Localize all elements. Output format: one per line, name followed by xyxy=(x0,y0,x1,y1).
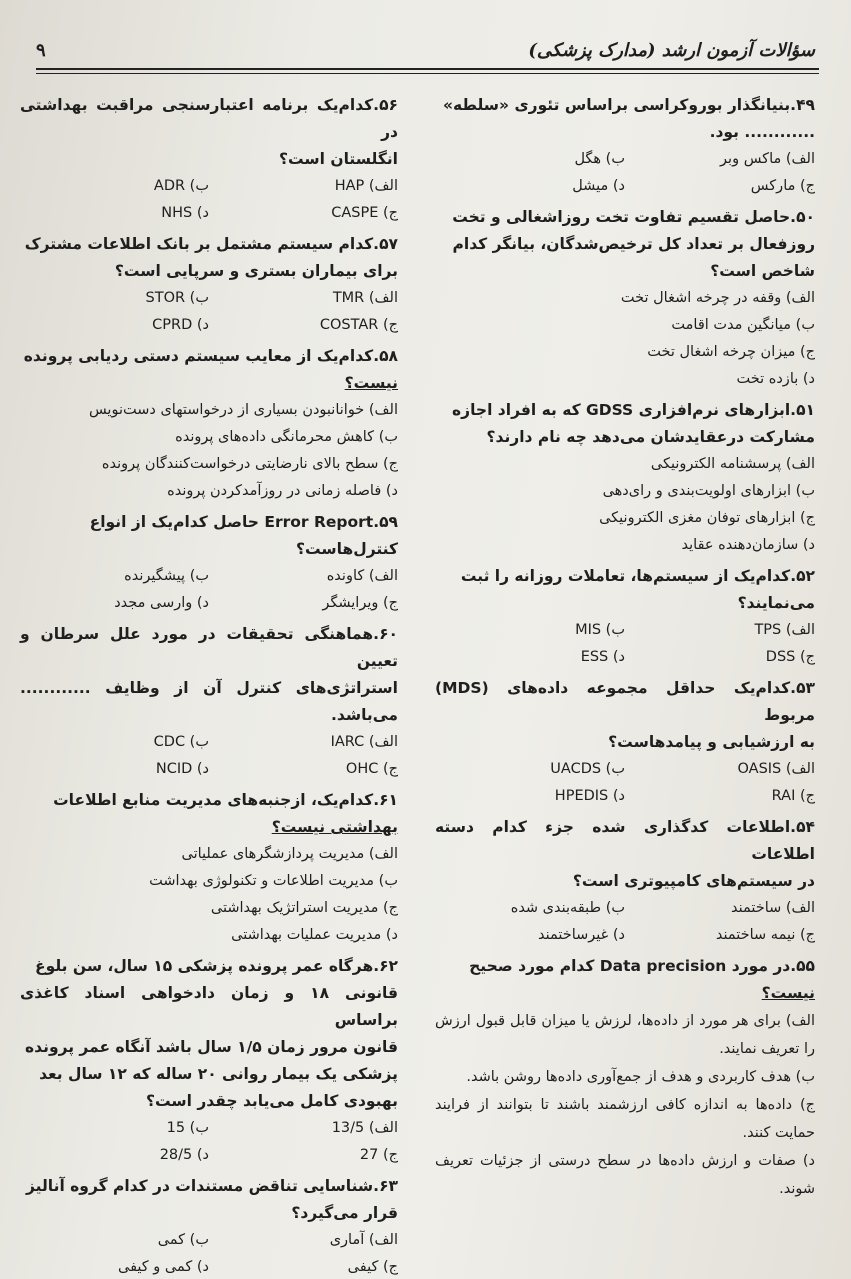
question-text-line: بهبودی کامل می‌یابد چقدر است؟ xyxy=(146,1092,398,1110)
answer-option: ج) کیفی xyxy=(347,1259,398,1275)
question-text-line: کنترل‌هاست؟ xyxy=(296,540,398,558)
option-row xyxy=(20,1115,398,1142)
question-text-line: ۵۸.کدام‌یک از معایب سیستم دستی ردیابی پرونده xyxy=(23,347,398,365)
question-text-line: ۵۶.کدام‌یک برنامه اعتبارسنجی مراقبت بهداشتی در xyxy=(20,96,398,141)
answer-option: الف) ساختمند xyxy=(731,900,815,916)
answer-option: الف) ماکس وبر xyxy=(720,151,815,167)
answer-option: الف) TMR xyxy=(332,290,398,306)
answer-option: الف) TPS xyxy=(754,622,815,638)
option-row xyxy=(435,756,815,783)
right-column xyxy=(435,92,815,1207)
answer-option: ب) UACDS xyxy=(550,761,625,777)
page-header xyxy=(36,30,815,70)
question-q63 xyxy=(20,1173,398,1279)
question-text-line: قانونی ۱۸ و زمان دادخواهی اسناد کاغذی براساس xyxy=(20,984,399,1029)
answer-option: ج) CASPE xyxy=(331,205,398,221)
question-q56 xyxy=(20,92,398,227)
answer-option: د) HPEDIS xyxy=(554,788,625,804)
question-text-underlined: نیست؟ xyxy=(271,818,326,836)
answer-option: ج) مارکس xyxy=(750,178,815,194)
header-title: سؤالات آزمون ارشد (مدارک پزشکی) xyxy=(528,39,815,61)
option-row xyxy=(20,590,398,617)
question-text-line: مشارکت درعقایدشان می‌دهد چه نام دارند؟ xyxy=(486,428,815,446)
question-text-line: ۶۱.کدام‌یک، ازجنبه‌های مدیریت منابع اطلاعات xyxy=(53,791,398,809)
question-q54 xyxy=(435,814,815,949)
header-rule-thin xyxy=(36,73,819,74)
question-text-line: ۵۴.اطلاعات کدگذاری شده جزء کدام دسته اطلاعات xyxy=(435,818,815,863)
option-row xyxy=(20,1254,398,1279)
answer-option: ج) میزان چرخه اشغال تخت xyxy=(647,344,815,360)
answer-option: ب) CDC xyxy=(153,734,209,750)
question-text-line: ۵۹.Error Report حاصل کدام‌یک از انواع xyxy=(89,513,398,531)
answer-option: الف) آماری xyxy=(329,1232,398,1248)
question-text-line: ۵۵.در مورد Data precision کدام مورد صحیح xyxy=(469,957,815,975)
question-q53 xyxy=(435,675,815,810)
question-q52 xyxy=(435,563,815,671)
question-q58 xyxy=(20,343,398,505)
question-text-underlined: نیست؟ xyxy=(344,374,398,392)
answer-option: ب) ابزارهای اولویت‌بندی و رای‌دهی xyxy=(602,483,815,499)
answer-option: الف) IARC xyxy=(330,734,398,750)
answer-option: ج) سطح بالای نارضایتی درخواست‌کنندگان پرونده xyxy=(101,456,398,472)
question-q51 xyxy=(435,397,815,559)
answer-option: ب) میانگین مدت اقامت xyxy=(671,317,815,333)
answer-option: د) غیرساختمند xyxy=(538,927,625,943)
answer-option: ب) طبقه‌بندی شده xyxy=(510,900,625,916)
question-text-line xyxy=(435,980,815,1007)
answer-option: الف) خوانانبودن بسیاری از درخواستهای دست‌نویس xyxy=(88,402,398,418)
question-text-line: برای بیماران بستری و سرپایی است؟ xyxy=(114,262,398,280)
answer-option: ب) کاهش محرمانگی داده‌های پرونده xyxy=(175,429,398,445)
option-row xyxy=(435,146,815,173)
question-q62 xyxy=(20,953,398,1169)
question-text-line: ............ بود. xyxy=(709,123,815,141)
header-rule-thick xyxy=(36,68,819,70)
question-text-line: استراتژی‌های کنترل آن از وظایف ............ می‌باشد. xyxy=(20,679,398,724)
question-text-line: انگلستان است؟ xyxy=(279,150,398,168)
answer-option: د) فاصله زمانی در روزآمدکردن پرونده xyxy=(167,483,398,499)
answer-option: د) وارسی مجدد xyxy=(114,595,209,611)
answer-option: الف) پرسشنامه الکترونیکی xyxy=(650,456,815,472)
option-row xyxy=(20,563,398,590)
answer-option: الف) OASIS xyxy=(737,761,815,777)
answer-option: الف) کاونده xyxy=(326,568,398,584)
answer-option: د) 28/5 xyxy=(159,1147,209,1163)
answer-option: الف) برای هر مورد از داده‌ها، لرزش یا میزان قابل قبول ارزش را تعریف نمایند. xyxy=(435,1013,815,1057)
answer-option: د) NHS xyxy=(161,205,209,221)
answer-option: د) سازمان‌دهنده عقاید xyxy=(681,537,815,553)
option-row xyxy=(435,617,815,644)
answer-option: ج) ویرایشگر xyxy=(322,595,398,611)
answer-option: ج) DSS xyxy=(765,649,815,665)
question-q59 xyxy=(20,509,398,617)
question-text-line: روزفعال بر تعداد کل ترخیص‌شدگان، بیانگر کدام xyxy=(452,235,815,253)
answer-option: ب) STOR xyxy=(145,290,209,306)
answer-option: الف) مدیریت پردازشگرهای عملیاتی xyxy=(181,846,398,862)
page-number: ۹ xyxy=(36,39,46,61)
answer-option: ج) OHC xyxy=(345,761,398,777)
answer-option: ب) هدف کاربردی و هدف از جمع‌آوری داده‌ها روشن باشد. xyxy=(466,1069,815,1085)
option-row xyxy=(435,644,815,671)
option-row xyxy=(20,200,398,227)
answer-option: ج) مدیریت استراتژیک بهداشتی xyxy=(210,900,398,916)
question-text-underlined: نیست؟ xyxy=(761,984,815,1002)
question-text-line: می‌نمایند؟ xyxy=(737,594,815,612)
question-text-line xyxy=(20,814,398,841)
option-row xyxy=(20,756,398,783)
question-text-line: ۵۰.حاصل تقسیم تفاوت تخت روزاشغالی و تخت xyxy=(452,208,815,226)
question-text-line: شاخص است؟ xyxy=(710,262,815,280)
question-q55 xyxy=(435,953,815,1203)
answer-option: د) کمی و کیفی xyxy=(117,1259,209,1275)
question-q60 xyxy=(20,621,398,783)
answer-option: د) مدیریت عملیات بهداشتی xyxy=(231,927,398,943)
option-row xyxy=(435,922,815,949)
question-text-line: در سیستم‌های کامپیوتری است؟ xyxy=(572,872,815,890)
left-column xyxy=(20,92,398,1279)
answer-option: ب) پیشگیرنده xyxy=(124,568,209,584)
answer-option: ج) 27 xyxy=(359,1147,398,1163)
question-text-line: ۶۲.هرگاه عمر پرونده پزشکی ۱۵ سال، سن بلوغ xyxy=(35,957,398,975)
question-text-line: ۶۰.هماهنگی تحقیقات در مورد علل سرطان و تعیین xyxy=(20,625,398,670)
answer-option: ج) COSTAR xyxy=(319,317,398,333)
question-text-line: پزشکی یک بیمار روانی ۲۰ ساله که ۱۲ سال بعد xyxy=(39,1065,398,1083)
answer-option: ب) کمی xyxy=(157,1232,209,1248)
question-text-underlined: بهداشتی xyxy=(325,818,398,836)
answer-option: ج) ابزارهای توفان مغزی الکترونیکی xyxy=(599,510,815,526)
option-row xyxy=(20,729,398,756)
answer-option: د) بازده تخت xyxy=(736,371,815,387)
answer-option: د) NCID xyxy=(155,761,209,777)
question-text-line: قانون مرور زمان ۱/۵ سال باشد آنگاه عمر پرونده xyxy=(25,1038,398,1056)
question-q61 xyxy=(20,787,398,949)
answer-option: ب) مدیریت اطلاعات و تکنولوژی بهداشت xyxy=(149,873,398,889)
question-text-line: به ارزشیابی و پیامدهاست؟ xyxy=(608,733,815,751)
question-text-line: قرار می‌گیرد؟ xyxy=(291,1204,398,1222)
option-row xyxy=(435,173,815,200)
question-text-line: ۵۲.کدام‌یک از سیستم‌ها، تعاملات روزانه را ثبت xyxy=(460,567,815,585)
option-row xyxy=(435,895,815,922)
question-text-line: ۴۹.بنیانگذار بوروکراسی براساس تئوری «سلطه» xyxy=(442,96,815,114)
answer-option: ب) 15 xyxy=(166,1120,209,1136)
option-row xyxy=(20,1227,398,1254)
answer-option: د) ESS xyxy=(580,649,625,665)
answer-option: الف) HAP xyxy=(334,178,398,194)
answer-option: ب) ADR xyxy=(153,178,209,194)
answer-option: ب) هگل xyxy=(574,151,625,167)
question-text-line: ۵۷.کدام سیستم مشتمل بر بانک اطلاعات مشترک xyxy=(24,235,398,253)
answer-option: ج) RAI xyxy=(771,788,815,804)
answer-option: د) صفات و ارزش داده‌ها در سطح درستی از جزئیات تعریف شوند. xyxy=(435,1153,815,1197)
question-text-line: ۶۳.شناسایی تناقض مستندات در کدام گروه آنالیز xyxy=(26,1177,398,1195)
question-text-line: ۵۳.کدام‌یک حداقل مجموعه داده‌های (MDS) مربوط xyxy=(435,679,815,724)
option-row xyxy=(435,783,815,810)
question-q57 xyxy=(20,231,398,339)
question-text-line: ۵۱.ابزارهای نرم‌افزاری GDSS که به افراد اجازه xyxy=(452,401,815,419)
question-text-line xyxy=(20,370,398,397)
option-row xyxy=(20,312,398,339)
option-row xyxy=(20,173,398,200)
option-row xyxy=(20,1142,398,1169)
answer-option: الف) 13/5 xyxy=(331,1120,398,1136)
answer-option: ج) نیمه ساختمند xyxy=(715,927,815,943)
question-q49 xyxy=(435,92,815,200)
answer-option: ب) MIS xyxy=(575,622,625,638)
answer-option: الف) وقفه در چرخه اشغال تخت xyxy=(620,290,815,306)
answer-option: ج) داده‌ها به اندازه کافی ارزشمند باشند تا بتوانند از فرایند حمایت کنند. xyxy=(435,1097,815,1141)
answer-option: د) میشل xyxy=(572,178,625,194)
answer-option: د) CPRD xyxy=(152,317,209,333)
option-row xyxy=(20,285,398,312)
question-q50 xyxy=(435,204,815,393)
